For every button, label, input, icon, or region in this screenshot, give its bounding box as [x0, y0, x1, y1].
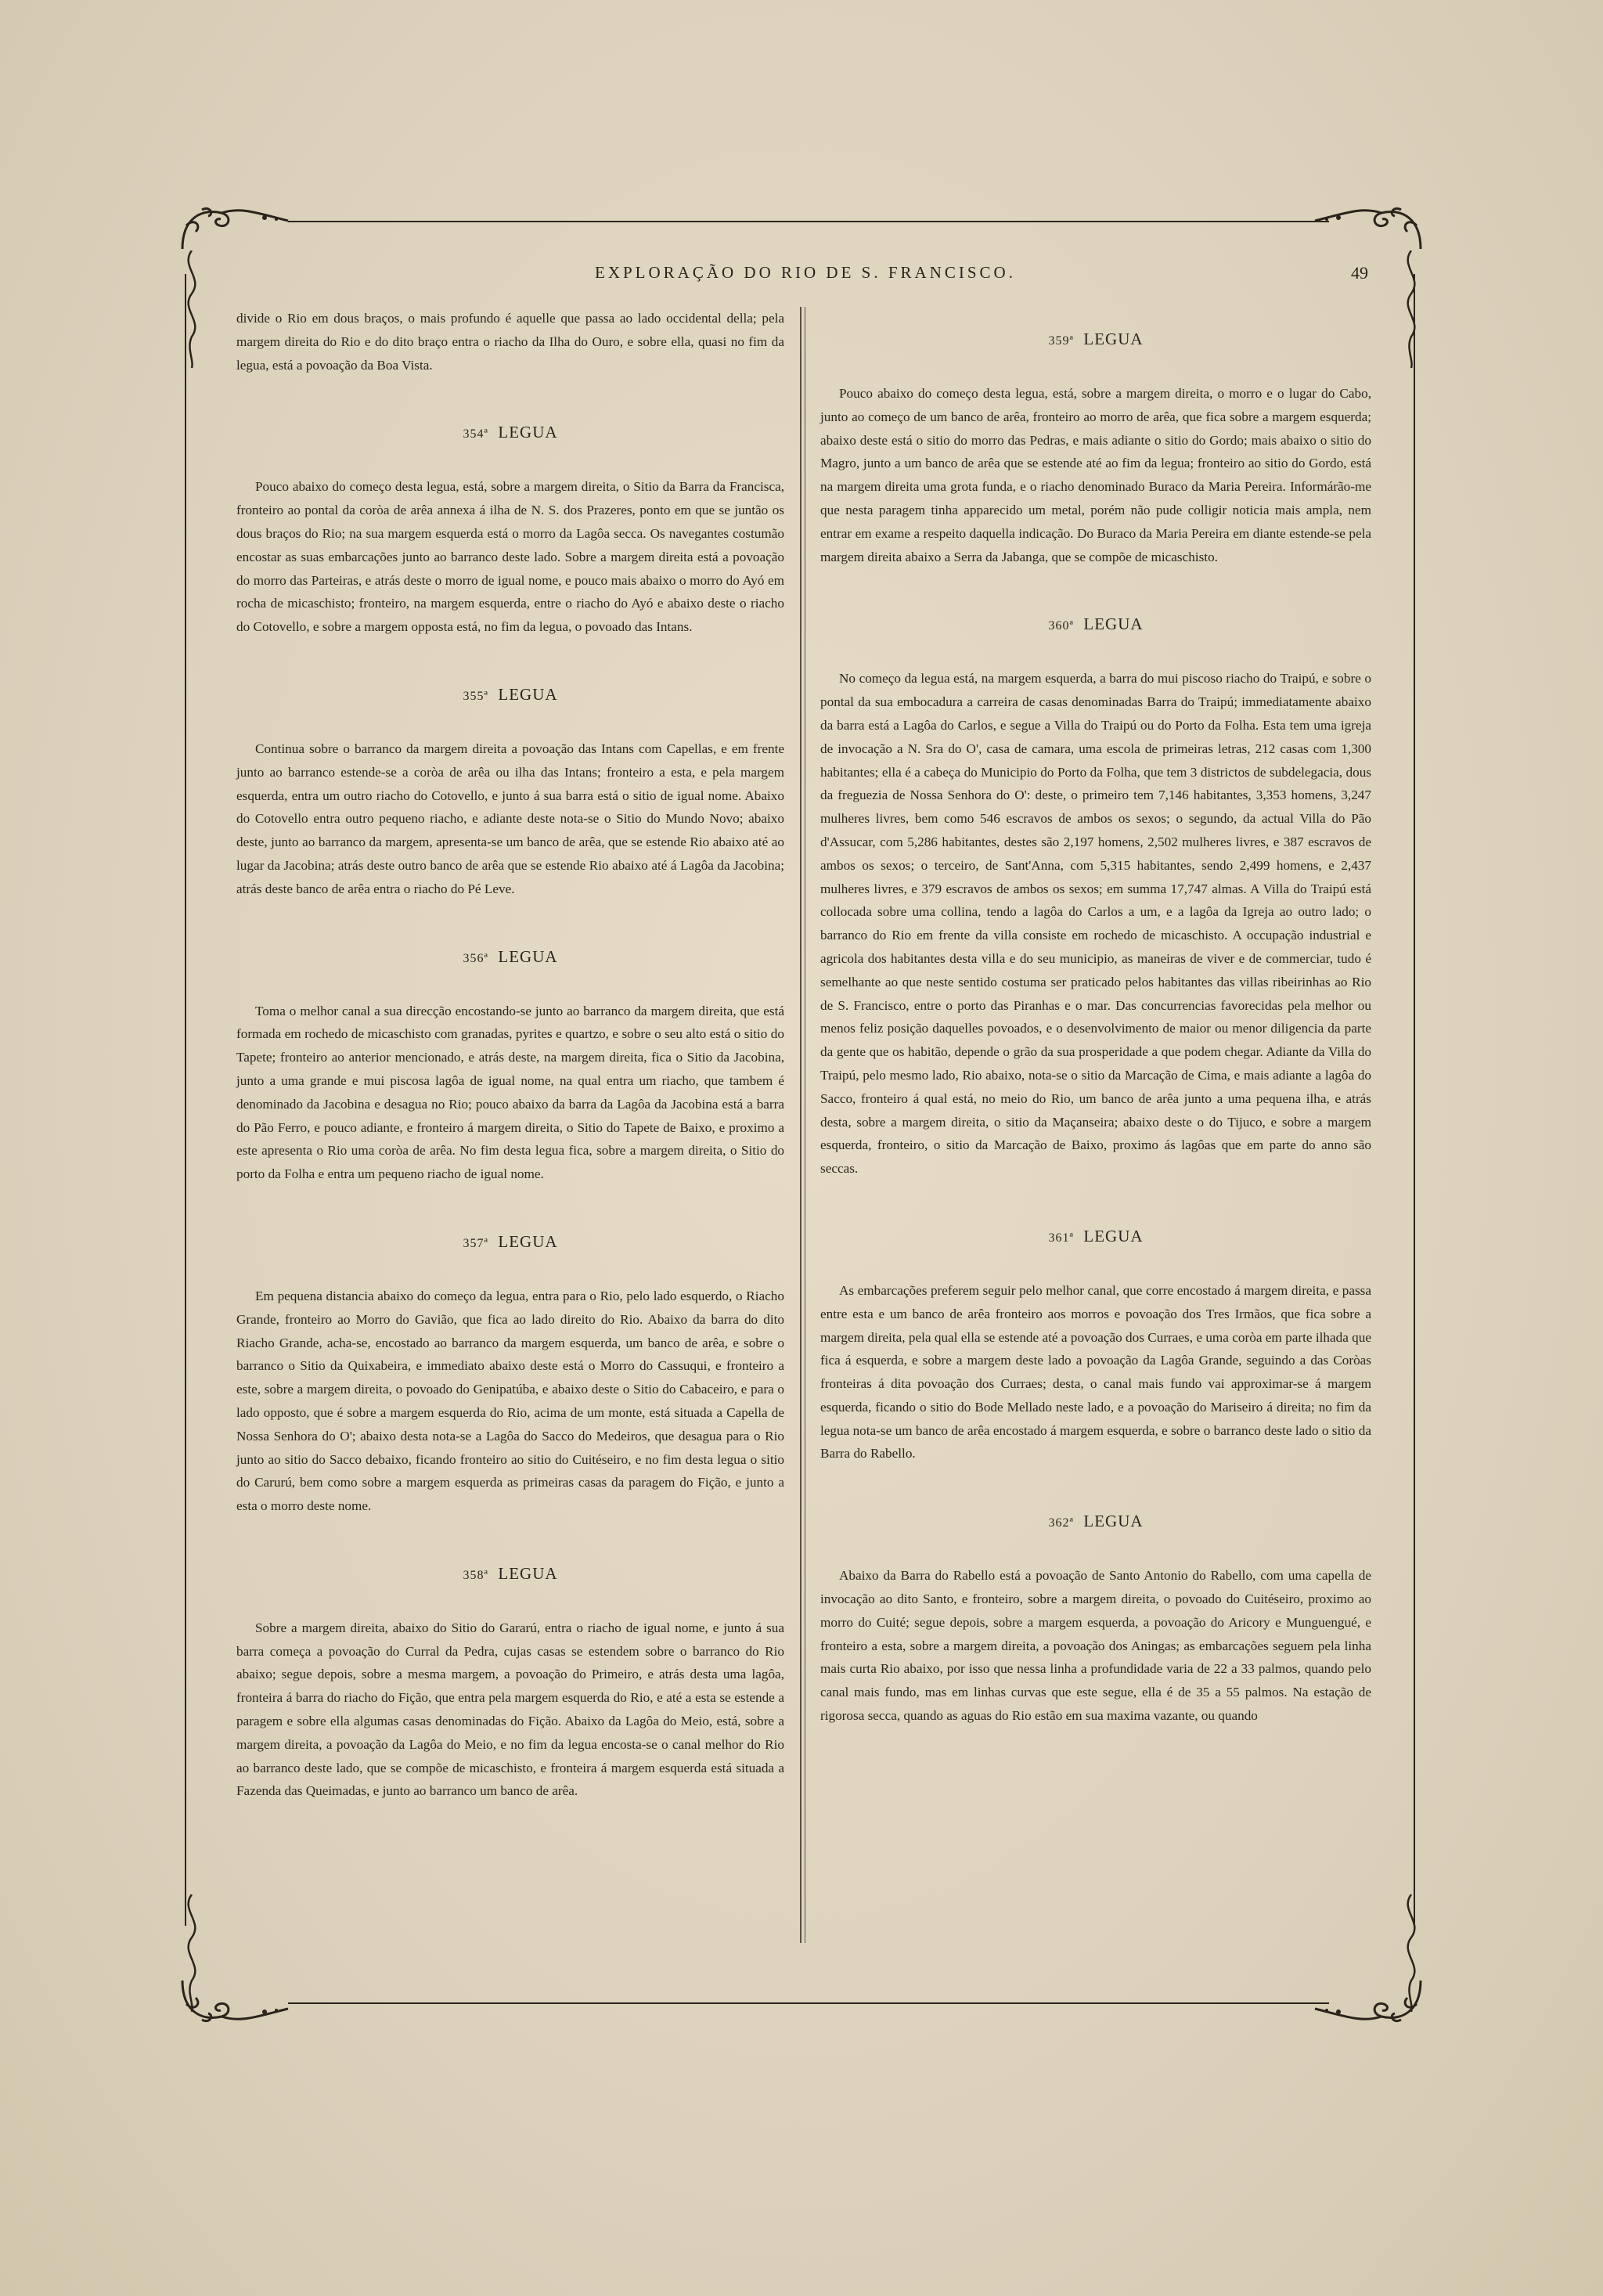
section-text-358: Sobre a margem direita, abaixo do Sitio do Gararú, entra o riacho de igual nome, e junto á sua barra começa a povoação do Curral da Pedra, cujas casas se estendem sobre o barranco do Rio abaixo; segue depois, sobre a mesma margem, a povoação do Primeiro, e atrás desta uma lagôa, fronteira á barra do riacho do Fição, que entra pela margem esquerda do Rio, e até a esta se estende a paragem e sobre ella algumas casas denominadas do Fição. Abaixo da Lagôa do Meio, está, sobre a margem direita, a povoação da Lagôa do Meio, e no fim da legua encosta-se o canal melhor do Rio ao barranco deste lado, que se compõe de micaschisto, e fronteira á margem esquerda está situada a Fazenda das Queimadas, e junto ao barranco um banco de arêa. [236, 1620, 784, 1799]
section-title: LEGUA [1083, 1512, 1144, 1531]
left-column [236, 307, 784, 1803]
section-title: LEGUA [1083, 330, 1144, 348]
section-heading-360 [820, 614, 1371, 634]
section-number: 359ª [1048, 334, 1074, 348]
section-title: LEGUA [1083, 1226, 1144, 1245]
section-heading-356 [236, 946, 784, 967]
section-text-361: As embarcações preferem seguir pelo melhor canal, que corre encostado á margem direita, e passa entre esta e um banco de arêa fronteiro aos morros e povoação dos Tres Irmãos, que fica sobre a margem direita, pela qual ella se estende até a povoação dos Curraes, e uma coròa em parte ilhada que fica á esquerda, e sobre a margem deste lado a povoação da Lagôa Grande, seguindo a das Coròas fronteiras á dita povoação dos Curraes; desta, o canal mais fundo vai approximar-se á margem esquerda, ficando o sitio do Bode Mellado neste lado, e a povoação do Mariseiro á direita; no fim da legua nota-se um banco de arêa encostado á margem esquerda, e sobre o barranco deste lado o sitio da Barra do Rabello. [820, 1282, 1371, 1462]
corner-ornament-top-left [178, 202, 296, 257]
section-text-357: Em pequena distancia abaixo do começo da legua, entra para o Rio, pelo lado esquerdo, o Riacho Grande, fronteiro ao Morro do Gavião, que fica ao lado direito do Rio. Abaixo da barra do dito Riacho Grande, acha-se, encostado ao barranco da margem esquerda, um banco de arêa, e sobre o barranco o Sitio da Quixabeira, e immediato abaixo deste está o Morro do Cassuqui, e fronteiro a este, sobre a margem direita, o povoado do Genipatúba, e abaixo deste o Sitio do Cabaceiro, e para o lado opposto, que é sobre a margem esquerda do Rio, acima de um monte, está situada a Capella de Nossa Senhora do O'; abaixo desta nota-se a Lagôa do Sacco do Medeiros, que desagua para o Rio junto ao sitio do Sacco debaixo, ficando fronteiro ao sitio do Cuitéseiro, e no fim desta legua o sitio do Carurú, bem como sobre a margem esquerda as primeiras casas da paragem do Fição, e junto a esta o morro deste nome. [236, 1288, 784, 1514]
section-heading-362 [820, 1511, 1371, 1531]
section-heading-361 [820, 1226, 1371, 1246]
section-number: 361ª [1048, 1231, 1074, 1245]
section-title: LEGUA [1083, 615, 1144, 634]
section-number: 358ª [463, 1568, 488, 1582]
section-heading-355 [236, 684, 784, 705]
section-title: LEGUA [498, 1231, 558, 1251]
section-title: LEGUA [498, 684, 558, 704]
side-ornament-right-top [1398, 251, 1425, 368]
section-text-356: Toma o melhor canal a sua direcção encostando-se junto ao barranco da margem direita, que está formada em rochedo de micaschisto com granadas, pyrites e quartzo, e sobre o seu alto está o sitio do Tapete; fronteiro ao anterior mencionado, e atrás deste, na margem direita, fica o Sitio da Jacobina, junto a uma grande e mui piscosa lagôa de igual nome, na qual entra um riacho, que tambem é denominado da Jacobina e desagua no Rio; pouco abaixo da barra da Lagôa da Jacobina está a barra do Pão Ferro, e pouco adiante, e fronteiro á margem direita, o Sitio do Tapete de Baixo, e proximo a este apresenta o Rio uma coròa de arêa. No fim desta legua fica, sobre a margem direita, o Sitio do porto da Folha e entra um pequeno riacho de igual nome. [236, 1003, 784, 1182]
section-heading-358 [236, 1563, 784, 1584]
section-text-355: Continua sobre o barranco da margem direita a povoação das Intans com Capellas, e em frente junto ao barranco estende-se a coròa de arêa ou ilha das Intans; fronteiro a esta, e pela margem esquerda, entra um outro riacho do Cotovello, e junto á sua barra está o sitio de igual nome. Abaixo do Cotovello entra outro pequeno riacho, e adiante deste nota-se o Sitio do Mundo Novo; abaixo deste, junto ao barranco da margem, apresenta-se um banco de arêa, que se estende Rio abaixo até ao lugar da Jacobina; atrás deste outro banco de arêa que se estende Rio abaixo até á Lagôa da Jacobina; atrás deste banco de arêa entra o riacho do Pé Leve. [236, 741, 784, 896]
side-ornament-left-top [178, 251, 205, 368]
section-text-359: Pouco abaixo do começo desta legua, está, sobre a margem direita, o morro e o lugar do Cabo, junto ao começo de um banco de arêa, fronteiro ao morro de arêa, que fica sobre a margem esquerda; abaixo deste está o sitio do morro das Pedras, e mais adiante o sitio do Gordo; mais abaixo o sitio do Magro, junto a um banco de arêa que se estende até ao fim da legua; fronteiro ao sitio do Gordo, está na margem direita uma grota funda, e o riacho denominado Buraco da Maria Pereira. Informárão-me que nesta paragem tinha apparecido um metal, porém não pude colligir noticia mais ampla, nem entrar em exame a respeito daquella indicação. Do Buraco da Maria Pereira em diante estende-se pela margem direita abaixo a Serra da Jabanga, que se compõe de micaschisto. [820, 386, 1371, 564]
section-heading-357 [236, 1231, 784, 1252]
side-ornament-right-bottom [1398, 1894, 1425, 2012]
right-column [820, 329, 1371, 1728]
column-divider [800, 307, 802, 1943]
section-title: LEGUA [498, 946, 558, 966]
section-text-354: Pouco abaixo do começo desta legua, está, sobre a margem direita, o Sitio da Barra da Francisca, fronteiro ao pontal da coròa de arêa annexa á ilha de N. S. dos Prazeres, ponto em que se juntão os dous braços do Rio; na sua margem esquerda está o morro da Lagôa secca. Os navegantes costumão encostar as suas embarcações junto ao barranco deste lado. Sobre a margem direita está a povoação do morro das Parteiras, e atrás deste o morro de igual nome, e pouco mais abaixo o morro do Ayó em rocha de micaschisto; fronteiro, na margem esquerda, entre o riacho do Ayó e abaixo deste o riacho do Cotovello, e sobre a margem opposta está, no fim da legua, o povoado das Intans. [236, 479, 784, 635]
side-ornament-left-bottom [178, 1894, 205, 2012]
opening-paragraph: divide o Rio em dous braços, o mais profundo é aquelle que passa ao lado occidental della; pela margem direita do Rio e do dito braço entra o riacho da Ilha do Ouro, e sobre ella, quasi no fim da legua, está a povoação da Boa Vista. [236, 311, 784, 373]
section-number: 356ª [463, 951, 488, 965]
section-number: 360ª [1048, 619, 1074, 633]
section-number: 357ª [463, 1236, 488, 1250]
running-title: EXPLORAÇÃO DO RIO DE S. FRANCISCO. [595, 263, 1016, 282]
page-number: 49 [1351, 263, 1368, 283]
section-heading-354 [236, 422, 784, 442]
section-number: 355ª [463, 689, 488, 703]
section-number: 362ª [1048, 1516, 1074, 1530]
section-title: LEGUA [498, 1563, 558, 1583]
section-title: LEGUA [498, 423, 558, 442]
section-text-362: Abaixo da Barra do Rabello está a povoação de Santo Antonio do Rabello, com uma capella de invocação ao dito Santo, e fronteiro, sobre a margem direita, o povoado do Cuitéseiro, proximo ao morro do Cuité; segue depois, sobre a margem esquerda, a povoação do Aricory e Munguengué, e fronteiro a esta, sobre a margem direita, a povoação dos Aningas; as embarcações seguem pela linha mais curta Rio abaixo, por isso que nessa linha a profundidade varia de 22 a 33 palmos, quando pelo canal mais fundo, mas em linhas curvas que este segue, ella é de 35 a 55 palmos. Na estação de rigorosa secca, quando as aguas do Rio estão em sua maxima vazante, ou quando [820, 1568, 1371, 1724]
corner-ornament-top-right [1307, 202, 1425, 257]
section-text-360: No começo da legua está, na margem esquerda, a barra do mui piscoso riacho do Traipú, e sobre o pontal da sua embocadura a carreira de casas denominadas Barra do Traipú; immediatamente abaixo da barra está a Lagôa do Carlos, e segue a Villa do Traipú ou do Porto da Folha. Esta tem uma igreja de invocação a N. Sra do O', casa de camara, uma escola de primeiras letras, 212 casas com 1,300 habitantes; ella é a cabeça do Municipio do Porto da Folha, que tem 3 districtos de subdelegacia, dous da freguezia de Nossa Senhora do O': deste, o primeiro tem 7,146 habitantes, 3,353 homens, 3,247 mulheres livres, bem como 546 escravos de ambos os sexos; o segundo, da actual Villa do Pão d'Assucar, com 5,286 habitantes, destes são 2,197 homens, 2,502 mulheres livres, e 387 escravos de ambos os sexos; o terceiro, de Sant'Anna, com 5,315 habitantes, sendo 2,499 homens, e 2,437 mulheres livres, e 379 escravos de ambos os sexos; em summa 17,747 almas. A Villa do Traipú está collocada sobre uma collina, tendo a lagôa do Carlos a um, e a lagôa da Igreja ao outro lado; o barranco do Rio em frente da villa consiste em rochedo de micaschisto. A occupação industrial e agricola dos habitantes desta villa e do seu municipio, as maneiras de viver e de commerciar, tudo é semelhante ao que neste sentido costuma ser praticado pelos habitantes das villas ribeirinhas ao Rio de S. Francisco, entre o porto das Piranhas e o mar. Das concurrencias favorecidas pela melhor ou menos feliz posição daquelles povoados, e o desenvolvimento de maior ou menor diligencia da parte da gente que os habitão, depende o grão da sua prosperidade a que podem chegar. Adiante da Villa do Traipú, pelo mesmo lado, Rio abaixo, nota-se o sitio da Marcação de Cima, e mais adiante a lagôa do Sacco, fronteiro á qual está, no meio do Rio, um banco de arêa junto a uma pequena ilha, e atrás desta, sobre a margem direita, o sitio da Maçanseira; abaixo deste o do Tijuco, e sobre a margem esquerda, fronteiro, o sitio da Marcação de Baixo, proximo ás lagôas que em parte do anno são seccas. [820, 671, 1371, 1177]
section-heading-359 [820, 329, 1371, 349]
section-number: 354ª [463, 427, 488, 442]
